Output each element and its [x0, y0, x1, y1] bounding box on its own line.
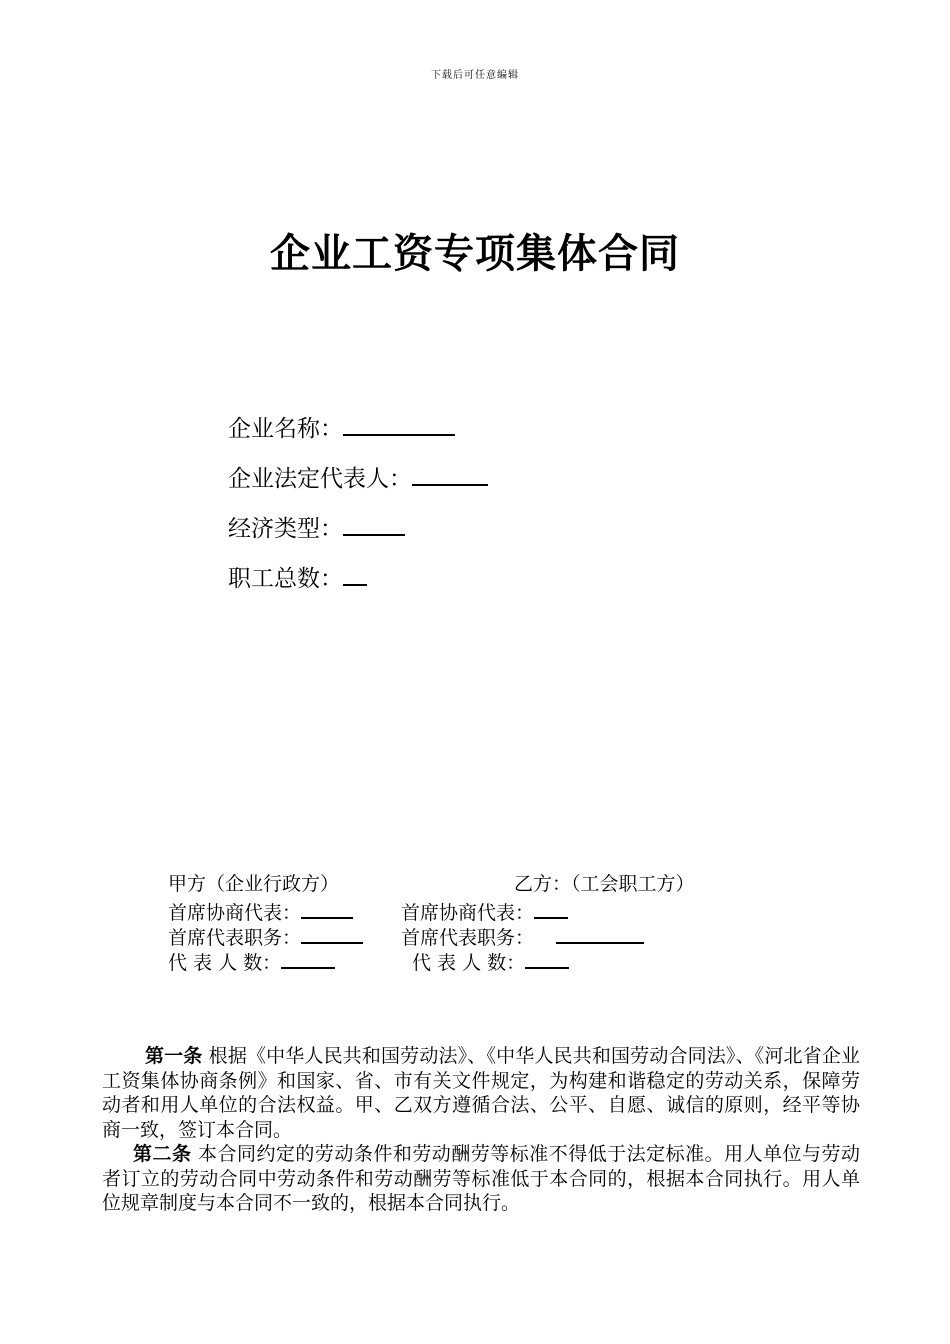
- economic-type-field[interactable]: [343, 504, 405, 536]
- party-b-label: 乙方：（工会职工方）: [514, 873, 695, 895]
- rep-count-label: 代 表 人 数：: [168, 952, 282, 974]
- company-name-field[interactable]: [343, 404, 455, 436]
- legal-rep-field[interactable]: [412, 454, 488, 486]
- document-title: 企业工资专项集体合同: [270, 231, 680, 277]
- article-2-label: 第二条: [133, 1143, 192, 1165]
- total-staff-field[interactable]: [343, 554, 367, 586]
- party-b-rep-count: [412, 947, 569, 976]
- total-staff-row: [228, 554, 488, 604]
- party-a-rep-count-field[interactable]: [281, 947, 335, 969]
- chief-negotiator-label: 首席协商代表：: [401, 902, 535, 924]
- chief-position-label: 首席代表职务：: [168, 927, 302, 949]
- party-b-chief-position-field[interactable]: [556, 922, 644, 944]
- economic-type-label: 经济类型：: [228, 516, 343, 542]
- article-1-label: 第一条: [145, 1045, 203, 1067]
- party-b-chief-negotiator-field[interactable]: [534, 897, 568, 919]
- contract-body: [102, 1044, 860, 1216]
- company-name-label: 企业名称：: [228, 416, 343, 442]
- company-info-block: [228, 404, 488, 604]
- article-2-text: 本合同约定的劳动条件和劳动酬劳等标准不得低于法定标准。用人单位与劳动者订立的劳动合同中劳动条件和劳动酬劳等标准低于本合同的，根据本合同执行。用人单位规章制度与本合同不一致的，根据本合同执行。: [102, 1143, 860, 1214]
- chief-position-label: 首席代表职务：: [401, 927, 535, 949]
- company-name-row: [228, 404, 488, 454]
- total-staff-label: 职工总数：: [228, 566, 343, 592]
- party-a-chief-position-field[interactable]: [301, 922, 363, 944]
- party-a-rep-count: [168, 947, 335, 976]
- article-2: [102, 1142, 860, 1216]
- article-1: [102, 1044, 860, 1142]
- economic-type-row: [228, 504, 488, 554]
- chief-negotiator-label: 首席协商代表：: [168, 902, 302, 924]
- party-a-chief-negotiator-field[interactable]: [301, 897, 353, 919]
- party-b-rep-count-field[interactable]: [525, 947, 569, 969]
- rep-count-label: 代 表 人 数：: [412, 952, 526, 974]
- header-note: 下载后可任意编辑: [431, 70, 519, 81]
- party-a-label: 甲方（企业行政方）: [168, 873, 340, 895]
- article-1-text: 根据《中华人民共和国劳动法》、《中华人民共和国劳动合同法》、《河北省企业工资集体协商条例》和国家、省、市有关文件规定，为构建和谐稳定的劳动关系，保障劳动者和用人单位的合法权益。甲、乙双方遵循合法、公平、自愿、诚信的原则，经平等协商一致，签订本合同。: [102, 1045, 860, 1141]
- legal-rep-row: [228, 454, 488, 504]
- legal-rep-label: 企业法定代表人：: [228, 466, 412, 492]
